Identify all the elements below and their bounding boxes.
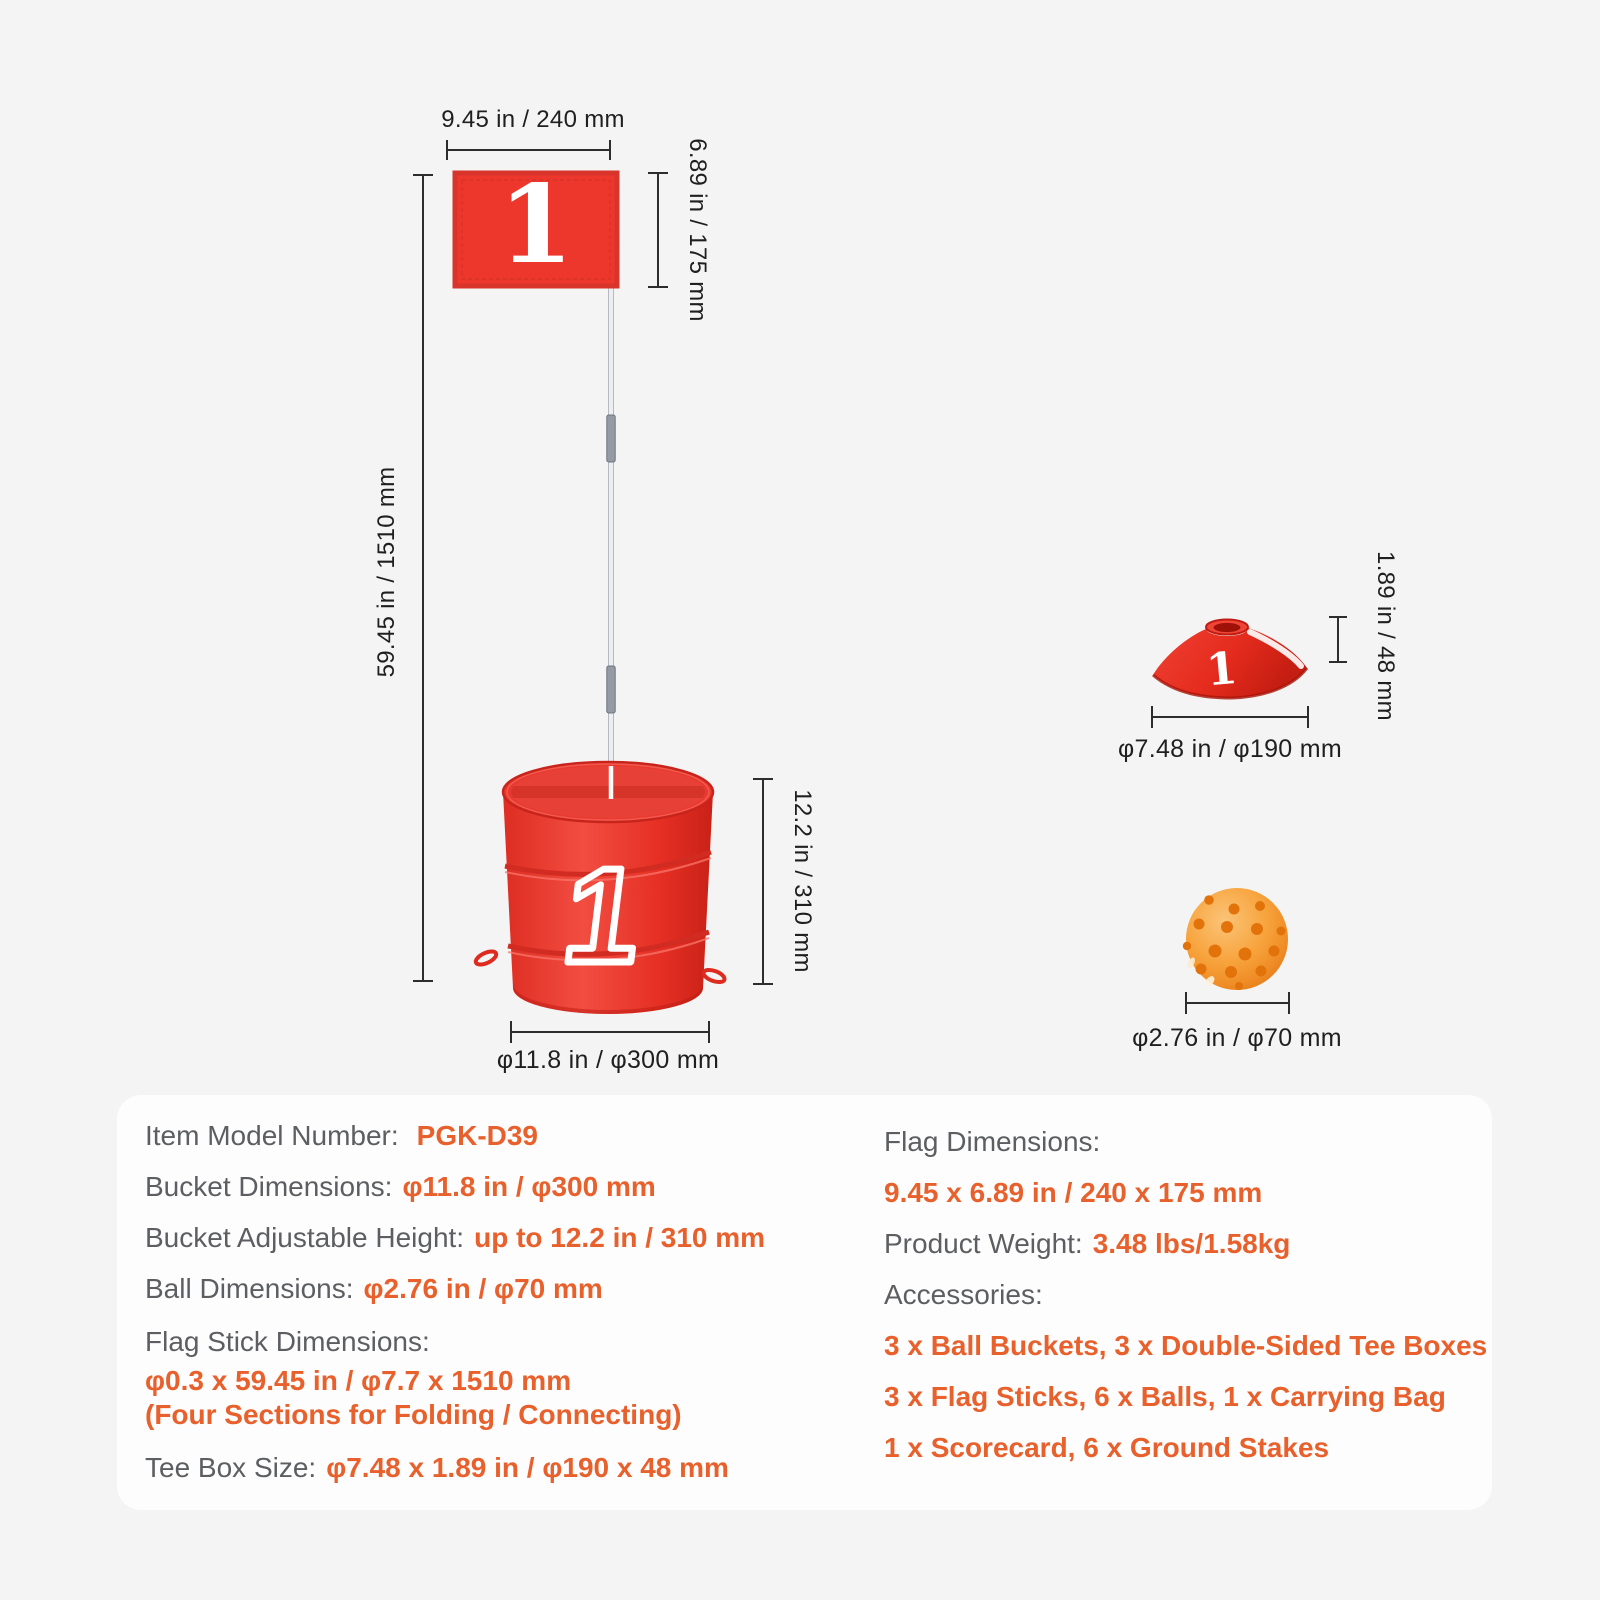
flag-width-dimension	[447, 140, 610, 160]
stick-length-label: 59.45 in / 1510 mm	[373, 466, 400, 678]
stick-connector	[607, 666, 615, 713]
tee-box-diameter-dimension	[1152, 706, 1308, 728]
spec-value: 3 x Flag Sticks, 6 x Balls, 1 x Carrying Bag	[884, 1381, 1446, 1412]
bucket-diameter-dimension	[511, 1021, 709, 1043]
spec-label: Flag Dimensions:	[884, 1126, 1101, 1157]
flag-number: 1	[498, 162, 574, 288]
tee-box-height-dimension	[1329, 617, 1347, 662]
spec-label: Product Weight:	[884, 1228, 1083, 1259]
spec-row-bucket-dimensions	[145, 1170, 656, 1204]
spec-label: Tee Box Size:	[145, 1452, 317, 1483]
bucket-number: 1	[555, 839, 650, 991]
spec-value: φ2.76 in / φ70 mm	[363, 1273, 603, 1304]
spec-value: 3.48 lbs/1.58kg	[1092, 1228, 1291, 1259]
bucket-height-dimension	[753, 779, 773, 984]
spec-row-model	[145, 1119, 538, 1153]
spec-row-flagstick-label	[145, 1325, 440, 1359]
spec-row-flag-dimensions-label	[884, 1125, 1110, 1159]
bucket-height-label: 12.2 in / 310 mm	[789, 789, 816, 973]
spec-label: Item Model Number:	[145, 1120, 399, 1151]
spec-value: φ0.3 x 59.45 in / φ7.7 x 1510 mm	[145, 1365, 572, 1396]
spec-row-accessories-2	[884, 1380, 1446, 1414]
bucket-crossbar	[508, 786, 706, 798]
flag	[455, 162, 617, 288]
spec-row-bucket-height	[145, 1221, 765, 1255]
stick-connector	[607, 415, 615, 462]
ball-diameter-label: φ2.76 in / φ70 mm	[1132, 1024, 1342, 1052]
spec-label: Bucket Adjustable Height:	[145, 1222, 465, 1253]
ball-body	[1186, 888, 1288, 990]
spec-value: PGK-D39	[416, 1120, 539, 1151]
tee-box-number: 1	[1204, 642, 1240, 697]
spec-row-accessories-3	[884, 1431, 1329, 1465]
spec-panel	[117, 1095, 1492, 1510]
spec-value: 3 x Ball Buckets, 3 x Double-Sided Tee Boxes	[884, 1330, 1488, 1361]
flag-height-label: 6.89 in / 175 mm	[684, 138, 711, 322]
bucket-loop	[474, 949, 498, 967]
spec-label: Flag Stick Dimensions:	[145, 1326, 430, 1357]
spec-row-ball-dimensions	[145, 1272, 603, 1306]
spec-row-accessories-label	[884, 1278, 1053, 1312]
spec-row-product-weight	[884, 1227, 1290, 1261]
spec-label: Bucket Dimensions:	[145, 1171, 393, 1202]
tee-box-cone	[1153, 620, 1307, 699]
spec-value: up to 12.2 in / 310 mm	[474, 1222, 766, 1253]
practice-ball	[1183, 888, 1288, 990]
spec-row-accessories-1	[884, 1329, 1487, 1363]
bucket-loop	[702, 968, 726, 985]
flag-stick	[607, 282, 615, 778]
stick-length-dimension	[413, 175, 433, 981]
ball-diameter-dimension	[1186, 992, 1289, 1014]
spec-label: Ball Dimensions:	[145, 1273, 354, 1304]
flag-height-dimension	[648, 173, 668, 287]
spec-value: (Four Sections for Folding / Connecting)	[145, 1399, 682, 1430]
spec-value: 1 x Scorecard, 6 x Ground Stakes	[884, 1432, 1330, 1463]
bucket-diameter-label: φ11.8 in / φ300 mm	[496, 1046, 720, 1074]
spec-row-flag-dimensions-value	[884, 1176, 1262, 1210]
spec-row-teebox-size	[145, 1451, 729, 1485]
spec-value: 9.45 x 6.89 in / 240 x 175 mm	[884, 1177, 1263, 1208]
ball-bucket	[474, 762, 726, 1014]
spec-row-flagstick-value	[145, 1364, 571, 1398]
tee-box-diameter-label: φ7.48 in / φ190 mm	[1117, 735, 1343, 763]
spec-label: Accessories:	[884, 1279, 1043, 1310]
flag-width-label: 9.45 in / 240 mm	[441, 106, 625, 133]
cone-top-hole	[1214, 623, 1241, 632]
tee-box-height-label: 1.89 in / 48 mm	[1372, 551, 1399, 721]
spec-value: φ7.48 x 1.89 in / φ190 x 48 mm	[326, 1452, 729, 1483]
spec-row-flagstick-note	[145, 1398, 682, 1432]
spec-value: φ11.8 in / φ300 mm	[402, 1171, 656, 1202]
